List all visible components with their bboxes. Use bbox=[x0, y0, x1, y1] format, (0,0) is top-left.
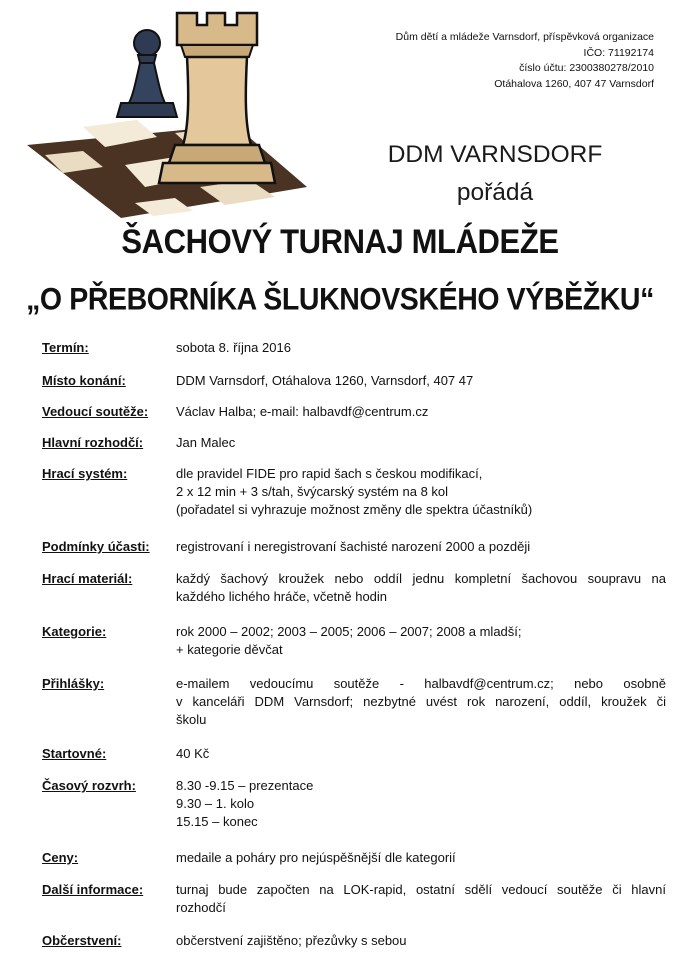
detail-value bbox=[176, 434, 666, 452]
detail-label: Hlavní rozhodčí: bbox=[42, 435, 144, 450]
detail-value bbox=[176, 675, 666, 729]
detail-label: Vedoucí soutěže: bbox=[42, 404, 149, 419]
detail-line: každý šachový kroužek nebo oddíl jednu kompletní šachovou soupravu na bbox=[176, 571, 666, 586]
detail-label: Startovné: bbox=[42, 746, 107, 761]
detail-label: Podmínky účasti: bbox=[42, 539, 150, 554]
detail-value bbox=[176, 777, 666, 831]
detail-line: Václav Halba; e-mail: halbavdf@centrum.cz bbox=[176, 404, 429, 419]
detail-value bbox=[176, 745, 666, 763]
detail-label: Časový rozvrh: bbox=[42, 778, 136, 793]
detail-value bbox=[176, 623, 666, 659]
detail-value bbox=[176, 372, 666, 390]
organization-address: Otáhalova 1260, 407 47 Varnsdorf bbox=[494, 77, 654, 90]
title-line-2: „O PŘEBORNÍKA ŠLUKNOVSKÉHO VÝBĚŽKU“ bbox=[26, 282, 654, 318]
detail-label: Hrací materiál: bbox=[42, 571, 133, 586]
detail-line: 8.30 -9.15 – prezentace bbox=[176, 778, 314, 793]
organization-ico: IČO: 71192174 bbox=[583, 46, 654, 59]
detail-label: Termín: bbox=[42, 340, 89, 355]
detail-line: v kanceláři DDM Varnsdorf; nezbytné uvést rok narození, oddíl, kroužek či bbox=[176, 694, 666, 709]
detail-line: 15.15 – konec bbox=[176, 814, 258, 829]
detail-line: DDM Varnsdorf, Otáhalova 1260, Varnsdorf, 407 47 bbox=[176, 373, 474, 388]
rook-icon bbox=[159, 13, 275, 183]
organization-name: Dům dětí a mládeže Varnsdorf, příspěvková organizace bbox=[395, 31, 654, 43]
organizer-verb: pořádá bbox=[456, 179, 534, 206]
detail-label: Místo konání: bbox=[42, 373, 126, 388]
detail-value bbox=[176, 403, 666, 421]
detail-line: 40 Kč bbox=[176, 746, 210, 761]
detail-line: rok 2000 – 2002; 2003 – 2005; 2006 – 2007; 2008 a mladší; bbox=[176, 624, 522, 639]
detail-line: 9.30 – 1. kolo bbox=[176, 796, 255, 811]
detail-line: medaile a poháry pro nejúspěšnější dle kategorií bbox=[176, 850, 456, 865]
chess-pieces-illustration bbox=[25, 5, 315, 220]
detail-line: e-mailem vedoucímu soutěže - halbavdf@centrum.cz; nebo osobně bbox=[176, 676, 666, 691]
detail-line: 2 x 12 min + 3 s/tah, švýcarský systém na 8 kol bbox=[176, 484, 449, 499]
organizer-block bbox=[345, 136, 645, 212]
detail-line: dle pravidel FIDE pro rapid šach s českou modifikací, bbox=[176, 466, 483, 481]
detail-line: turnaj bude započten na LOK-rapid, ostatní sdělí vedoucí soutěže či hlavní bbox=[176, 882, 666, 897]
detail-value bbox=[176, 538, 666, 556]
detail-value bbox=[176, 932, 666, 950]
detail-label: Kategorie: bbox=[42, 624, 107, 639]
detail-line: rozhodčí bbox=[176, 900, 226, 915]
detail-label: Přihlášky: bbox=[42, 676, 105, 691]
detail-value bbox=[176, 339, 666, 357]
detail-label: Občerstvení: bbox=[42, 933, 122, 948]
detail-line: Jan Malec bbox=[176, 435, 236, 450]
detail-line: sobota 8. října 2016 bbox=[176, 340, 291, 355]
detail-line: registrovaní i neregistrovaní šachisté narození 2000 a později bbox=[176, 539, 531, 554]
detail-line: každého lichého hráče, včetně hodin bbox=[176, 589, 388, 604]
pawn-icon bbox=[117, 30, 177, 117]
detail-value bbox=[176, 849, 666, 867]
detail-label: Hrací systém: bbox=[42, 466, 128, 481]
organizer-name: DDM VARNSDORF bbox=[387, 141, 603, 168]
organization-account: číslo účtu: 2300380278/2010 bbox=[519, 62, 654, 74]
detail-line: (pořadatel si vyhrazuje možnost změny dle spektra účastníků) bbox=[176, 502, 533, 517]
detail-value bbox=[176, 881, 666, 917]
title-line-1: ŠACHOVÝ TURNAJ MLÁDEŽE bbox=[121, 222, 559, 261]
detail-label: Ceny: bbox=[42, 850, 79, 865]
detail-value bbox=[176, 570, 666, 606]
organization-info bbox=[300, 30, 654, 92]
detail-line: občerstvení zajištěno; přezůvky s sebou bbox=[176, 933, 407, 948]
detail-line: školu bbox=[176, 712, 207, 727]
detail-label: Další informace: bbox=[42, 882, 144, 897]
detail-line: + kategorie děvčat bbox=[176, 642, 283, 657]
detail-value bbox=[176, 465, 666, 519]
